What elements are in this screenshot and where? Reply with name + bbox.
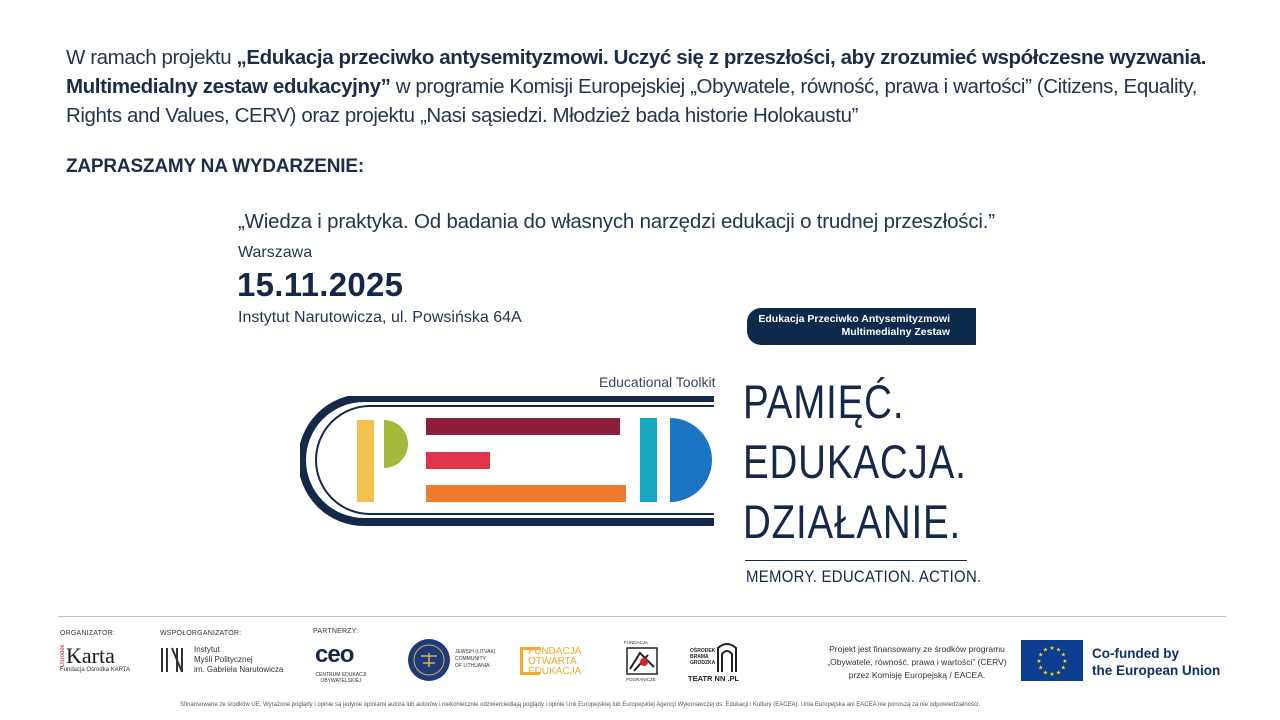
pogranicze-logo-icon — [626, 647, 658, 675]
svg-text:★: ★ — [1060, 651, 1066, 659]
intro-text-2: w programie Komisji Europejskiej „Obywatele, równość, prawa i wartości” (Citizens, Equality, Rights and Values, CERV) oraz projektu „Nasi sąsiedzi. Młodzież bada historie Holokaustu” — [66, 75, 1198, 127]
event-venue: Instytut Narutowicza, ul. Powsińska 64A — [238, 309, 522, 326]
slogan-line-3: DZIAŁANIE. — [743, 495, 962, 548]
foe-logo-text — [528, 647, 581, 677]
eu-flag-icon — [1021, 640, 1083, 681]
svg-text:★: ★ — [1049, 645, 1055, 652]
slogan — [743, 372, 967, 552]
slogan-divider — [745, 560, 967, 561]
intro-text-1: W ramach projektu — [66, 46, 237, 69]
brama-line-3: GRODZKA — [690, 660, 716, 666]
footer-divider — [58, 616, 1226, 617]
brama-line-2: BRAMA — [690, 654, 709, 660]
pogranicze-top: FUNDACJA — [624, 640, 649, 645]
eu-funding-text: Projekt jest finansowany ze środków programu „Obywatele, równość, prawa i wartości” (CERV) przez Komisję Europejską / EACEA. — [827, 644, 1007, 680]
svg-text:★: ★ — [1055, 669, 1062, 677]
jewish-line-2: COMMUNITY — [455, 656, 486, 662]
slogan-line-2: EDUKACJA. — [743, 435, 967, 488]
eu-cofunded-line-2: the European Union — [1092, 663, 1221, 678]
coorganizer-label: WSPÓŁORGANIZATOR: — [160, 630, 242, 637]
pogranicze-bottom: POGRANICZE — [626, 677, 656, 682]
narutowicz-name — [194, 645, 283, 675]
eu-cofunded — [1092, 645, 1220, 679]
foe-line-1: FUNDACJA — [528, 646, 582, 657]
svg-text:★: ★ — [1036, 658, 1042, 665]
event-date: 15.11.2025 — [237, 266, 404, 303]
slogan-english: MEMORY. EDUCATION. ACTION. — [746, 567, 982, 586]
toolkit-label: Educational Toolkit — [599, 374, 716, 390]
project-badge — [747, 308, 976, 345]
svg-text:★: ★ — [1038, 664, 1044, 672]
badge-line-2: Multimedialny Zestaw — [841, 326, 950, 338]
event-city: Warszawa — [238, 244, 313, 261]
narutowicz-line-2: Myśli Politycznej — [194, 655, 253, 664]
svg-text:★: ★ — [1062, 658, 1068, 665]
invite-heading: ZAPRASZAMY NA WYDARZENIE: — [66, 156, 364, 177]
logo-blue-half — [670, 418, 712, 502]
jewish-line-1: JEWISH (LITVAK) — [455, 649, 496, 655]
eu-cofunded-line-1: Co-funded by — [1092, 646, 1179, 661]
partners-label: PARTNERZY: — [313, 628, 359, 635]
eu-disclaimer: Sfinansowane ze środków UE. Wyrażone poglądy i opinie są jedynie opiniami autora lub autorów i niekoniecznie odzwierciedlają poglądy i opinie Unii Europejskiej lub Europejskiej Agencji Wykonawczej ds. Edukacji i Kultury (EACEA). Unia Europejska ani EACEA nie ponoszą za nie odpowiedzialności. — [180, 702, 980, 708]
karta-brand: Karta — [66, 643, 115, 668]
narutowicz-line-1: Instytut — [194, 645, 220, 654]
ceo-sub — [315, 672, 367, 684]
svg-text:★: ★ — [1049, 671, 1055, 678]
foe-line-2: OTWARTA — [528, 656, 577, 667]
peed-logo — [300, 396, 720, 526]
svg-text:★: ★ — [1055, 646, 1062, 654]
karta-logo — [60, 645, 130, 673]
narutowicz-line-3: im. Gabriela Narutowicza — [194, 665, 284, 674]
svg-text:★: ★ — [1042, 646, 1049, 654]
badge-line-1: Edukacja Przeciwko Antysemityzmowi — [758, 313, 950, 325]
logo-teal-bar — [640, 418, 657, 502]
svg-text:★: ★ — [1060, 664, 1066, 672]
teatr-nn-logo: TEATR NN .PL — [688, 674, 740, 683]
jewish-line-3: OF LITHUANIA — [455, 663, 490, 669]
brama-gate-icon — [716, 640, 738, 672]
ceo-sub-2: OBYWATELSKIEJ — [320, 678, 362, 684]
jewish-community-text — [455, 649, 495, 670]
logo-maroon-bar — [426, 418, 620, 435]
organizer-label: ORGANIZATOR: — [60, 630, 116, 637]
ceo-logo: ceo — [315, 641, 354, 668]
logo-olive-half — [384, 420, 408, 468]
narutowicz-logo-icon — [160, 646, 188, 674]
logo-orange-bar — [426, 485, 626, 502]
karta-sub: Fundacja Ośrodka KARTA — [60, 667, 131, 673]
intro-project-title: „Edukacja przeciwko antysemityzmowi. Uczyć się z przeszłości, aby zrozumieć współczesne wyzwania. Multimedialny zestaw edukacyjny” — [66, 46, 1207, 98]
event-title: „Wiedza i praktyka. Od badania do własnych narzędzi edukacji o trudnej przeszłości.” — [238, 210, 995, 233]
slogan-line-1: PAMIĘĆ. — [743, 375, 905, 428]
jewish-community-emblem-icon — [408, 639, 450, 681]
svg-text:★: ★ — [1038, 651, 1044, 659]
foe-line-3: EDUKACJA — [528, 666, 582, 677]
brama-grodzka-text — [690, 648, 715, 666]
karta-prefix: Ośrodek — [60, 644, 66, 667]
intro-paragraph — [66, 43, 1256, 130]
brama-line-1: OŚRODEK — [690, 648, 716, 654]
logo-red-bar — [426, 452, 490, 469]
logo-yellow-bar — [357, 420, 374, 502]
svg-text:★: ★ — [1042, 669, 1049, 677]
ceo-sub-1: CENTRUM EDUKACJI — [315, 672, 367, 678]
